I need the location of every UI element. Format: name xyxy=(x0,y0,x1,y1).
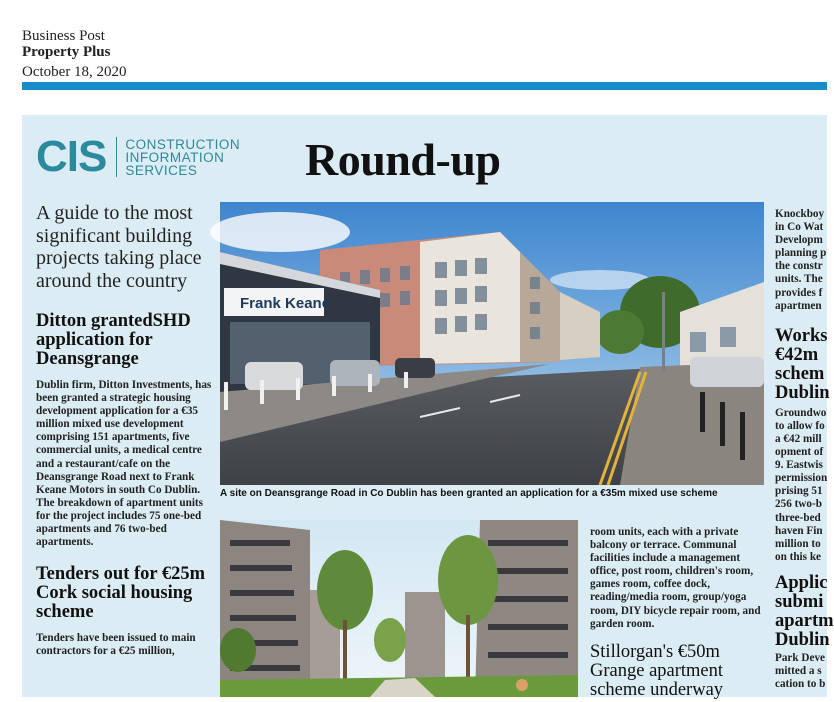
text-line: Developm xyxy=(775,234,823,247)
article-heading: Stillorgan's €50m Grange apartment scheme underway xyxy=(590,641,724,700)
text-line: prising 51 xyxy=(775,485,823,498)
intro-text: A guide to the most significant building projects taking place around the country xyxy=(36,202,202,292)
masthead xyxy=(22,28,127,81)
text-line: cation to b xyxy=(775,678,826,691)
right-heading-2 xyxy=(775,572,834,650)
text-line: haven Fin xyxy=(775,524,823,537)
article-body: Dublin firm, Ditton Investments, has been granted a strategic housing development application for a €35 million mixed use development comprising 151 apartments, five commercial units, a medical centre and a restaurant/cafe on the Deansgrange Road next to Frank Keane Motors in south Co Dublin. The breakdown of apartment units for the project includes 75 one-bed apartments and 76 two-bed apartments. xyxy=(36,379,212,549)
accent-rule xyxy=(22,82,827,90)
logo-line-2: INFORMATION xyxy=(125,149,225,165)
text-line: 9. Eastwis xyxy=(775,459,823,472)
text-line: on this ke xyxy=(775,550,822,563)
article-heading: Tenders out for €25m Cork social housing scheme xyxy=(36,564,206,623)
heading-line: Works xyxy=(775,325,828,346)
heading-line: schem xyxy=(775,363,825,384)
right-body-3 xyxy=(775,652,827,691)
logo-mark: CIS xyxy=(36,132,107,181)
heading-line: €42m xyxy=(775,344,819,365)
logo-wordmark xyxy=(125,138,240,177)
right-body-2 xyxy=(775,407,827,564)
logo-line-1: CONSTRUCTION xyxy=(125,136,241,152)
logo-divider xyxy=(116,137,117,177)
text-line: mitted a s xyxy=(775,664,822,677)
text-line: the constr xyxy=(775,260,823,273)
heading-line: Dublin xyxy=(775,382,830,403)
text-line: Park Deve xyxy=(775,651,826,664)
publication-date: October 18, 2020 xyxy=(22,64,127,80)
text-line: to allow fo xyxy=(775,419,825,432)
photo-caption: A site on Deansgrange Road in Co Dublin has been granted an application for a €35m mixed use scheme xyxy=(220,488,718,499)
text-line: provides f xyxy=(775,286,823,299)
cis-logo xyxy=(36,132,241,181)
text-line: units. The xyxy=(775,273,823,286)
heading-line: apartm xyxy=(775,610,834,631)
text-line: planning p xyxy=(775,247,827,260)
article-body: room units, each with a private balcony or terrace. Communal facilities include a management office, post room, children's room, games room, coffee dock, reading/media room, group/yoga room, DIY bicycle repair room, and garden room. xyxy=(590,526,761,630)
dealership-sign: Frank Keane xyxy=(240,295,331,312)
text-line: opment of xyxy=(775,446,824,459)
heading-line: submi xyxy=(775,591,824,612)
apartment-courtyard-photo xyxy=(220,520,578,697)
text-line: permission xyxy=(775,472,828,485)
right-column xyxy=(775,208,834,697)
left-column xyxy=(36,202,214,658)
heading-line: Applic xyxy=(775,572,828,593)
deansgrange-road-photo xyxy=(220,202,764,485)
heading-line: Dublin xyxy=(775,629,830,650)
text-line: apartmen xyxy=(775,299,822,312)
text-line: million to xyxy=(775,537,821,550)
article-body: Tenders have been issued to main contractors for a €25 million, xyxy=(36,632,196,658)
text-line: Knockboy xyxy=(775,208,825,220)
logo-line-3: SERVICES xyxy=(125,162,198,178)
section-name: Property Plus xyxy=(22,44,111,60)
middle-column xyxy=(590,526,770,700)
publication-name: Business Post xyxy=(22,28,105,44)
text-line: a €42 mill xyxy=(775,432,822,445)
text-line: 256 two-b xyxy=(775,498,822,511)
text-line: in Co Wat xyxy=(775,221,824,234)
text-line: Groundwo xyxy=(775,406,827,419)
page-headline: Round-up xyxy=(305,134,501,185)
right-body-1 xyxy=(775,208,827,313)
text-line: three-bed xyxy=(775,511,821,524)
right-heading-1 xyxy=(775,325,830,403)
article-heading: Ditton grantedSHD application for Deansgrange xyxy=(36,311,191,369)
